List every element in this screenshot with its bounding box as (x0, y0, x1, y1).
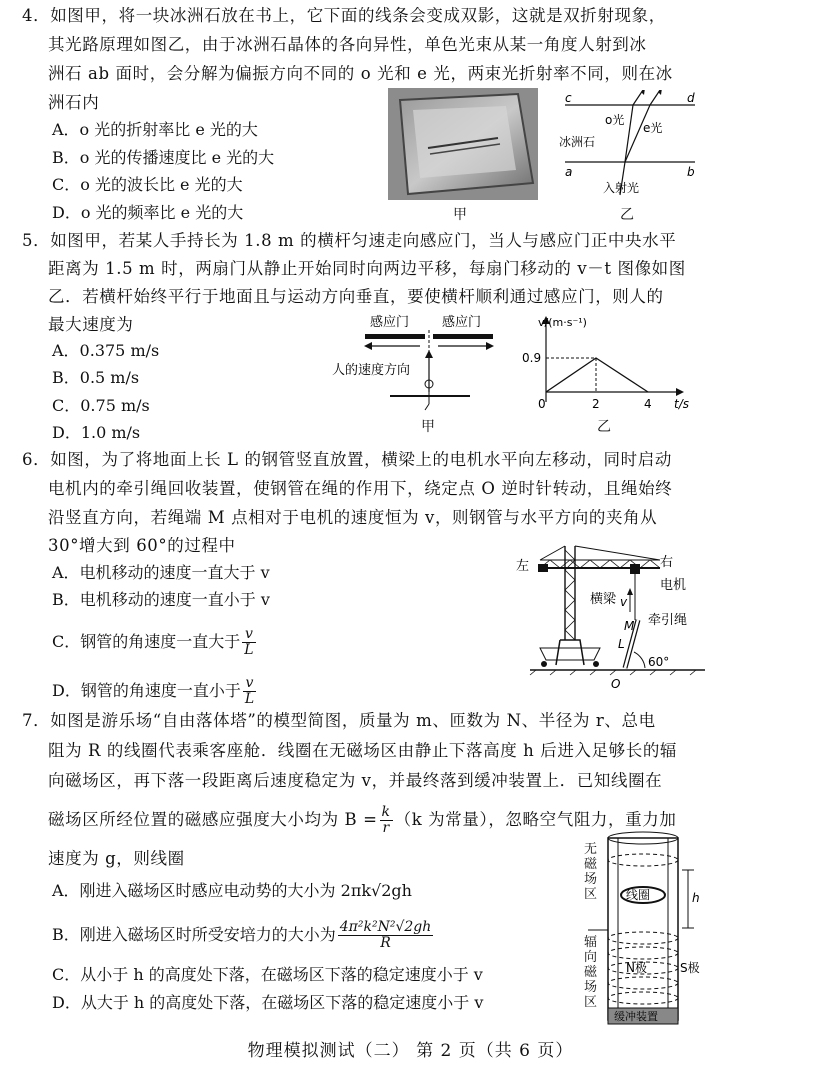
q5-fig-jia-caption: 甲 (421, 419, 435, 435)
q7-tower-diagram (580, 830, 725, 1030)
q7-option-b-text: B．刚进入磁场区时所受安培力的大小为 (52, 925, 336, 944)
q4-option-a[interactable]: A．o 光的折射率比 e 光的大 (52, 120, 258, 139)
q7-line-4-end: （k 为常量），忽略空气阻力，重力加 (394, 810, 677, 829)
person-direction-label: 人的速度方向 (332, 363, 411, 378)
q6-option-b[interactable]: B．电机移动的速度一直小于 v (52, 590, 270, 609)
q5-option-d[interactable]: D．1.0 m/s (52, 423, 141, 442)
graph-xlabel: t/s (674, 397, 689, 411)
q6-option-d-fraction: $\frac{v}{L}$ (244, 675, 255, 707)
q7-line-1: 7．如图是游乐场“自由落体塔”的模型简图，质量为 m、匝数为 N、半径为 r、总电 (22, 711, 656, 730)
label-c: c (565, 91, 572, 105)
crane-o-label: O (611, 677, 621, 690)
q5-line-1: 5．如图甲，若某人手持长为 1.8 m 的横杆匀速走向感应门，当人与感应门正中央水平 (22, 231, 677, 250)
graph-x-tick-4: 4 (644, 397, 652, 411)
label-b: b (687, 165, 695, 179)
q5-door-diagram (330, 312, 500, 424)
q7-line-2: 阻为 R 的线圈代表乘客座舱．线圈在无磁场区由静止下落高度 h 后进入足够长的辐 (48, 741, 678, 760)
q7-option-d[interactable]: D．从大于 h 的高度处下落，在磁场区下落的稳定速度小于 v (52, 993, 484, 1012)
tower-n-pole-label: N极 (626, 961, 647, 975)
q5-line-2: 距离为 1.5 m 时，两扇门从静止开始同时向两边平移，每扇门移动的 v－t 图像如图 (48, 259, 686, 278)
q6-line-3: 沿竖直方向，若绳端 M 点相对于电机的速度恒为 v，则钢管与水平方向的夹角从 (48, 508, 658, 527)
label-a: a (565, 165, 573, 179)
q7-option-b[interactable] (52, 920, 435, 951)
graph-x-tick-0: 0 (538, 397, 546, 411)
label-e-ray: e光 (643, 121, 663, 135)
q7-force-fraction: $\frac{\text{4π²k²N²√2gh}}{R}$ (339, 919, 432, 951)
q6-option-a[interactable]: A．电机移动的速度一直大于 v (52, 563, 270, 582)
label-incident: 入射光 (603, 181, 640, 195)
q6-line-1: 6．如图，为了将地面上长 L 的钢管竖直放置，横梁上的电机水平向左移动，同时启动 (22, 450, 672, 469)
q7-line-5: 速度为 g，则线圈 (48, 849, 185, 868)
graph-line (546, 358, 648, 392)
crane-v-label: v (620, 595, 628, 609)
q5-vt-graph (520, 312, 700, 412)
tower-buffer-label: 缓冲装置 (614, 1010, 658, 1023)
label-stone: 冰洲石 (559, 135, 596, 149)
tower-h-label: h (692, 891, 700, 905)
q7-option-c[interactable]: C．从小于 h 的高度处下落，在磁场区下落的稳定速度小于 v (52, 965, 483, 984)
graph-x-tick-2: 2 (592, 397, 600, 411)
q5-fig-yi-caption: 乙 (597, 419, 611, 435)
q5-line-3: 乙．若横杆始终平行于地面且与运动方向垂直，要使横杆顺利通过感应门，则人的 (48, 287, 664, 306)
crane-rope-label: 牵引绳 (648, 613, 688, 628)
q5-line-4: 最大速度为 (48, 315, 134, 334)
q4-option-c[interactable]: C．o 光的波长比 e 光的大 (52, 175, 243, 194)
q6-option-c[interactable] (52, 627, 258, 658)
q6-option-c-text: C．钢管的角速度一直大于 (52, 632, 241, 651)
crane-angle-label: 60° (648, 655, 670, 669)
q5-option-a[interactable]: A．0.375 m/s (52, 341, 160, 360)
q4-option-b[interactable]: B．o 光的传播速度比 e 光的大 (52, 148, 275, 167)
tower-s-pole-label: S极 (680, 961, 700, 975)
q6-option-d[interactable] (52, 676, 258, 707)
q4-line-1: 4．如图甲，将一块冰洲石放在书上，它下面的线条会变成双影，这就是双折射现象， (22, 6, 666, 25)
crane-beam-label: 横梁 (590, 592, 617, 607)
q4-fig-yi-caption: 乙 (620, 207, 634, 223)
graph-ylabel: v/(m·s⁻¹) (538, 316, 587, 329)
crane-right-label: 右 (660, 555, 674, 570)
tower-coil-label: 线圈 (626, 888, 651, 902)
calcite-photo (388, 88, 538, 200)
q7-line-4-start: 磁场区所经位置的磁感应强度大小均为 B = (48, 810, 378, 829)
q6-crane-diagram (510, 540, 710, 690)
tower-radial-field-vertical: 辐向磁场区 (584, 935, 598, 1010)
q4-line-2: 其光路原理如图乙，由于冰洲石晶体的各向异性，单色光束从某一角度人射到冰 (48, 35, 647, 54)
q4-line-3: 洲石 ab 面时，会分解为偏振方向不同的 o 光和 e 光，两束光折射率不同，则在冰 (48, 64, 673, 83)
q4-fig-jia-caption: 甲 (453, 207, 467, 223)
q6-option-d-text: D．钢管的角速度一直小于 (52, 681, 241, 700)
label-o-ray: o光 (605, 113, 625, 127)
crane-motor-label: 电机 (660, 578, 687, 593)
q5-option-b[interactable]: B．0.5 m/s (52, 368, 140, 387)
page-footer: 物理模拟测试（二） 第 2 页（共 6 页） (247, 1041, 574, 1061)
q6-line-2: 电机内的牵引绳回收装置，使钢管在绳的作用下，绕定点 O 逆时针转动，且绳始终 (48, 479, 673, 498)
q5-option-c[interactable]: C．0.75 m/s (52, 396, 150, 415)
tower-no-field-vertical: 无磁场区 (584, 842, 598, 902)
label-d: d (687, 91, 695, 105)
door-left-label: 感应门 (370, 315, 410, 330)
q6-option-c-fraction: $\frac{v}{L}$ (244, 626, 254, 658)
crane-l-label: L (618, 637, 625, 651)
door-right-label: 感应门 (442, 315, 482, 330)
q6-line-4: 30°增大到 60°的过程中 (48, 536, 236, 555)
q7-b-fraction: $\frac{k}{r}$ (381, 804, 391, 836)
q4-optical-path-diagram (555, 90, 705, 200)
q4-line-4: 洲石内 (48, 93, 100, 112)
graph-y-tick: 0.9 (522, 351, 542, 365)
q4-option-d[interactable]: D．o 光的频率比 e 光的大 (52, 203, 244, 222)
crane-left-label: 左 (516, 559, 530, 574)
q7-line-3: 向磁场区，再下落一段距离后速度稳定为 v，并最终落到缓冲装置上．已知线圈在 (48, 771, 663, 790)
q7-option-a[interactable]: A．刚进入磁场区时感应电动势的大小为 2πk√2gh (52, 881, 412, 900)
crane-m-label: M (624, 619, 635, 633)
